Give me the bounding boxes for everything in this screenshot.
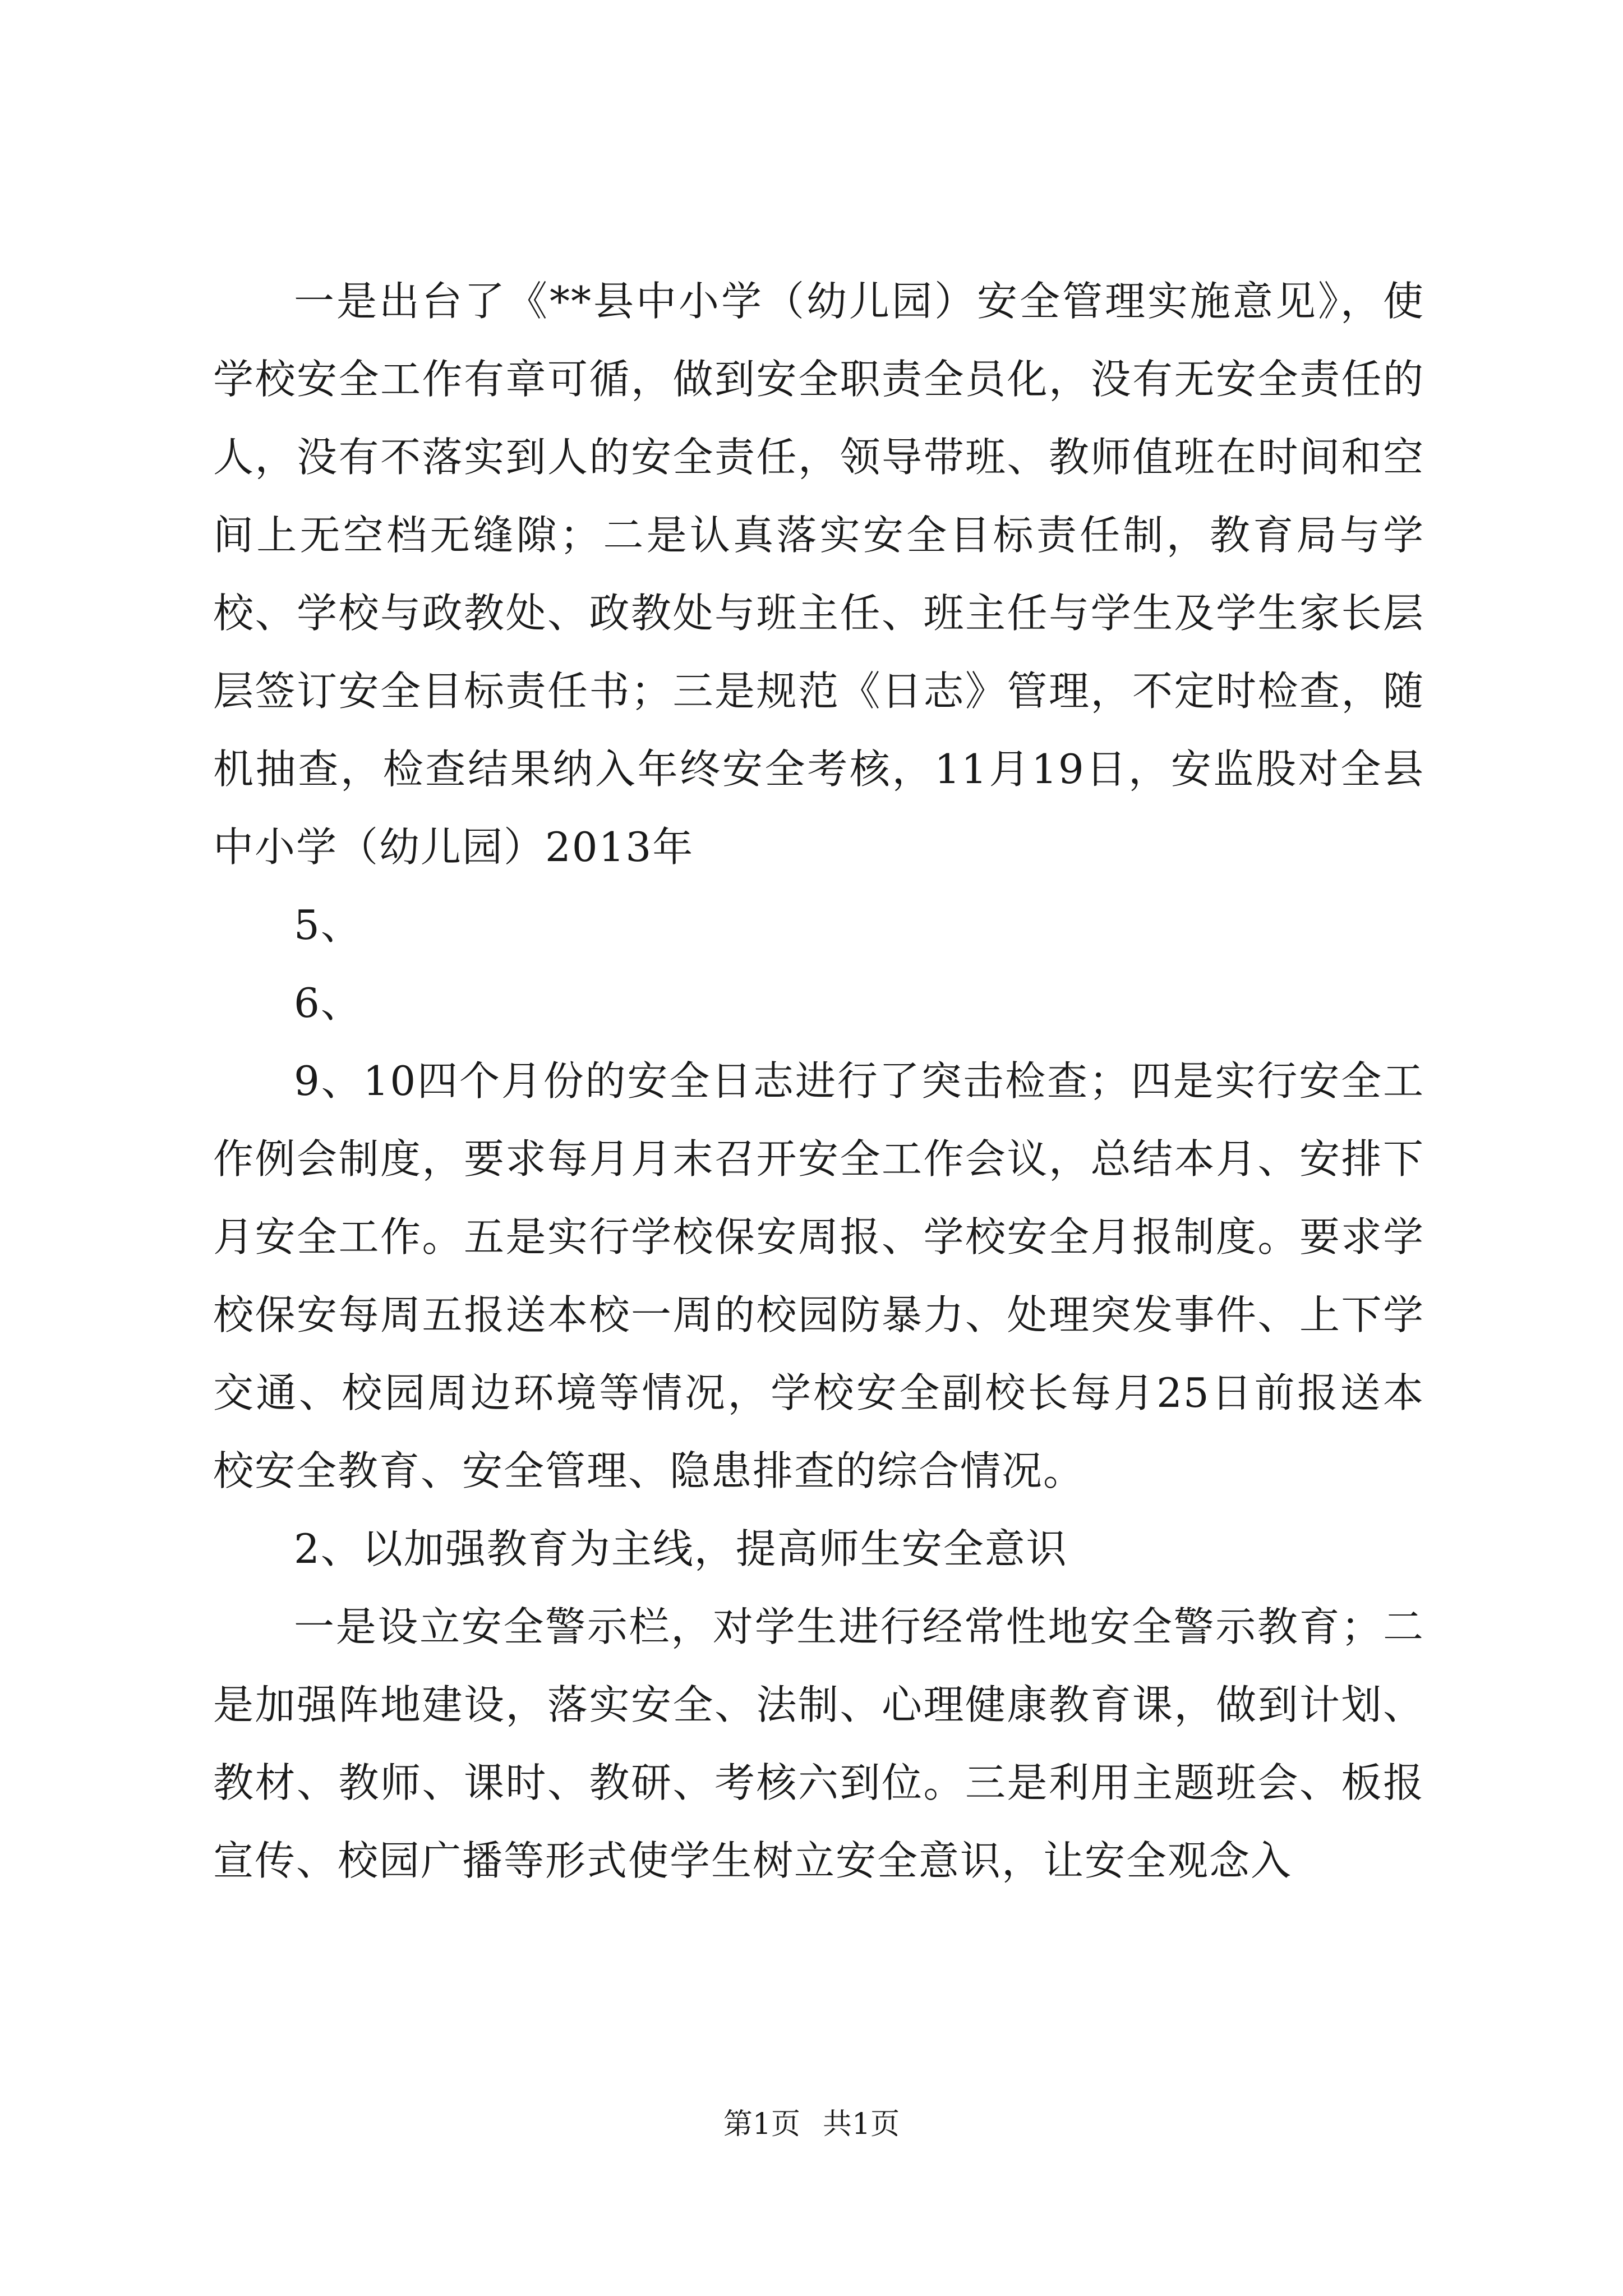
paragraph-3: 6、 [294, 979, 362, 1027]
paragraph-5-heading: 2、以加强教育为主线，提高师生安全意识 [294, 1525, 1068, 1572]
page-number: 第1页 [723, 2108, 800, 2141]
page-footer [0, 2105, 1623, 2144]
paragraph-6: 一是设立安全警示栏，对学生进行经常性地安全警示教育；二是加强阵地建设，落实安全、法制、心理健康教育课，做到计划、教材、教师、课时、教研、考核六到位。三是利用主题班会、板报宣传、校园广播等形式使学生树立安全意识，让安全观念入 [213, 1603, 1424, 1884]
paragraph-1: 一是出台了《**县中小学（幼儿园）安全管理实施意见》，使学校安全工作有章可循，做到安全职责全员化，没有无安全责任的人，没有不落实到人的安全责任，领导带班、教师值班在时间和空间上无空档无缝隙；二是认真落实安全目标责任制，教育局与学校、学校与政教处、政教处与班主任、班主任与学生及学生家长层层签订安全目标责任书；三是规范《日志》管理，不定时检查，随机抽查，检查结果纳入年终安全考核，11月19日，安监股对全县中小学（幼儿园）2013年 [213, 278, 1424, 871]
page-total: 共1页 [823, 2108, 900, 2141]
paragraph-2: 5、 [294, 901, 362, 949]
document-body [213, 263, 1424, 1900]
paragraph-4: 9、10四个月份的安全日志进行了突击检查；四是实行安全工作例会制度，要求每月月末召开安全工作会议，总结本月、安排下月安全工作。五是实行学校保安周报、学校安全月报制度。要求学校保安每周五报送本校一周的校园防暴力、处理突发事件、上下学交通、校园周边环境等情况，学校安全副校长每月25日前报送本校安全教育、安全管理、隐患排查的综合情况。 [213, 1057, 1424, 1494]
